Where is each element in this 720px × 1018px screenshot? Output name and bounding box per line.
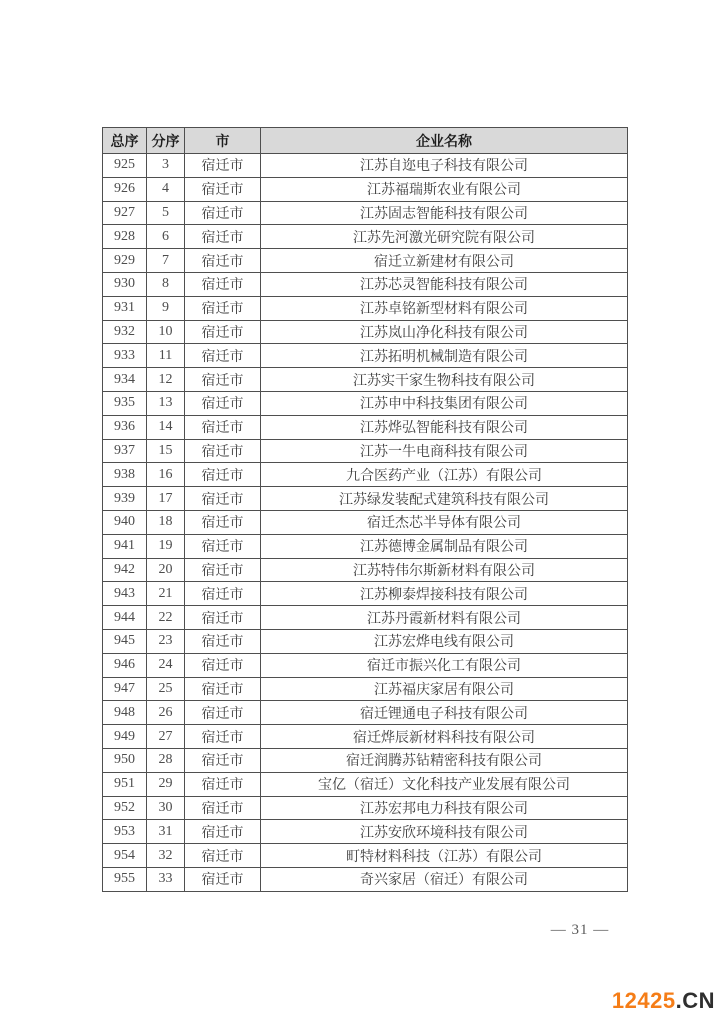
cell-sub-no: 16 [147,463,185,487]
table-row [103,772,628,796]
cell-city: 宿迁市 [185,344,261,368]
cell-city: 宿迁市 [185,867,261,891]
cell-company: 江苏丹霞新材料有限公司 [261,606,628,630]
table-row [103,867,628,891]
table-row [103,820,628,844]
cell-total-no: 939 [103,487,147,511]
cell-total-no: 945 [103,629,147,653]
cell-sub-no: 19 [147,534,185,558]
cell-company: 江苏岚山净化科技有限公司 [261,320,628,344]
cell-company: 江苏柳泰焊接科技有限公司 [261,582,628,606]
table-row [103,391,628,415]
table-row [103,629,628,653]
cell-city: 宿迁市 [185,677,261,701]
cell-company: 江苏福庆家居有限公司 [261,677,628,701]
cell-company: 江苏安欣环境科技有限公司 [261,820,628,844]
cell-company: 九合医药产业（江苏）有限公司 [261,463,628,487]
table-row [103,439,628,463]
table-row [103,201,628,225]
cell-total-no: 925 [103,154,147,178]
cell-company: 江苏烨弘智能科技有限公司 [261,415,628,439]
cell-total-no: 943 [103,582,147,606]
cell-total-no: 938 [103,463,147,487]
cell-total-no: 942 [103,558,147,582]
cell-sub-no: 4 [147,177,185,201]
cell-sub-no: 10 [147,320,185,344]
table-header-row [103,128,628,154]
cell-company: 宝亿（宿迁）文化科技产业发展有限公司 [261,772,628,796]
cell-city: 宿迁市 [185,154,261,178]
table-row [103,463,628,487]
cell-city: 宿迁市 [185,844,261,868]
table-body [103,154,628,892]
cell-sub-no: 12 [147,368,185,392]
cell-city: 宿迁市 [185,772,261,796]
cell-city: 宿迁市 [185,201,261,225]
cell-sub-no: 3 [147,154,185,178]
cell-company: 江苏特伟尔斯新材料有限公司 [261,558,628,582]
cell-total-no: 927 [103,201,147,225]
company-table-container [102,127,628,892]
header-total-no: 总序 [103,128,147,154]
table-row [103,558,628,582]
cell-city: 宿迁市 [185,320,261,344]
cell-city: 宿迁市 [185,629,261,653]
table-row [103,344,628,368]
cell-total-no: 929 [103,249,147,273]
table-row [103,154,628,178]
cell-sub-no: 20 [147,558,185,582]
cell-city: 宿迁市 [185,368,261,392]
cell-company: 江苏自迩电子科技有限公司 [261,154,628,178]
cell-total-no: 934 [103,368,147,392]
table-row [103,725,628,749]
cell-company: 宿迁烨辰新材料科技有限公司 [261,725,628,749]
cell-company: 江苏德博金属制品有限公司 [261,534,628,558]
cell-city: 宿迁市 [185,653,261,677]
cell-sub-no: 8 [147,272,185,296]
cell-sub-no: 11 [147,344,185,368]
cell-city: 宿迁市 [185,725,261,749]
cell-total-no: 941 [103,534,147,558]
cell-total-no: 931 [103,296,147,320]
cell-company: 江苏芯灵智能科技有限公司 [261,272,628,296]
cell-total-no: 951 [103,772,147,796]
cell-company: 宿迁杰芯半导体有限公司 [261,510,628,534]
table-row [103,796,628,820]
table-row [103,249,628,273]
cell-sub-no: 22 [147,606,185,630]
cell-total-no: 954 [103,844,147,868]
cell-sub-no: 31 [147,820,185,844]
cell-company: 江苏拓明机械制造有限公司 [261,344,628,368]
cell-company: 江苏福瑞斯农业有限公司 [261,177,628,201]
table-row [103,272,628,296]
cell-total-no: 946 [103,653,147,677]
cell-company: 江苏宏邦电力科技有限公司 [261,796,628,820]
cell-total-no: 953 [103,820,147,844]
table-row [103,415,628,439]
cell-total-no: 936 [103,415,147,439]
cell-sub-no: 29 [147,772,185,796]
cell-total-no: 937 [103,439,147,463]
cell-total-no: 933 [103,344,147,368]
table-row [103,534,628,558]
cell-city: 宿迁市 [185,558,261,582]
cell-sub-no: 13 [147,391,185,415]
cell-total-no: 944 [103,606,147,630]
header-sub-no: 分序 [147,128,185,154]
cell-total-no: 949 [103,725,147,749]
cell-sub-no: 30 [147,796,185,820]
cell-sub-no: 14 [147,415,185,439]
cell-sub-no: 28 [147,748,185,772]
cell-company: 宿迁润腾苏钻精密科技有限公司 [261,748,628,772]
cell-total-no: 948 [103,701,147,725]
cell-sub-no: 26 [147,701,185,725]
cell-total-no: 947 [103,677,147,701]
cell-company: 宿迁立新建材有限公司 [261,249,628,273]
cell-company: 奇兴家居（宿迁）有限公司 [261,867,628,891]
cell-total-no: 952 [103,796,147,820]
cell-city: 宿迁市 [185,225,261,249]
table-row [103,677,628,701]
cell-company: 宿迁锂通电子科技有限公司 [261,701,628,725]
cell-company: 町特材料科技（江苏）有限公司 [261,844,628,868]
page-number: — 31 — [550,922,610,938]
cell-total-no: 955 [103,867,147,891]
table-row [103,606,628,630]
cell-total-no: 932 [103,320,147,344]
cell-city: 宿迁市 [185,820,261,844]
cell-city: 宿迁市 [185,272,261,296]
cell-company: 宿迁市振兴化工有限公司 [261,653,628,677]
cell-city: 宿迁市 [185,582,261,606]
table-row [103,296,628,320]
cell-company: 江苏一牛电商科技有限公司 [261,439,628,463]
table-row [103,368,628,392]
cell-company: 江苏固志智能科技有限公司 [261,201,628,225]
table-row [103,177,628,201]
cell-sub-no: 15 [147,439,185,463]
cell-city: 宿迁市 [185,534,261,558]
header-company-name: 企业名称 [261,128,628,154]
cell-sub-no: 9 [147,296,185,320]
cell-city: 宿迁市 [185,510,261,534]
cell-sub-no: 23 [147,629,185,653]
cell-total-no: 926 [103,177,147,201]
cell-company: 江苏宏烨电线有限公司 [261,629,628,653]
cell-sub-no: 18 [147,510,185,534]
cell-sub-no: 17 [147,487,185,511]
watermark-prefix: 12425 [611,988,676,1013]
cell-sub-no: 21 [147,582,185,606]
cell-sub-no: 25 [147,677,185,701]
cell-company: 江苏卓铭新型材料有限公司 [261,296,628,320]
table-row [103,844,628,868]
cell-sub-no: 33 [147,867,185,891]
company-table [102,127,628,892]
cell-city: 宿迁市 [185,487,261,511]
table-row [103,320,628,344]
cell-sub-no: 24 [147,653,185,677]
cell-sub-no: 32 [147,844,185,868]
cell-city: 宿迁市 [185,701,261,725]
cell-sub-no: 5 [147,201,185,225]
table-row [103,748,628,772]
cell-company: 江苏申中科技集团有限公司 [261,391,628,415]
table-row [103,487,628,511]
cell-sub-no: 7 [147,249,185,273]
table-row [103,582,628,606]
cell-total-no: 950 [103,748,147,772]
cell-city: 宿迁市 [185,391,261,415]
cell-sub-no: 6 [147,225,185,249]
table-row [103,225,628,249]
table-row [103,653,628,677]
cell-city: 宿迁市 [185,463,261,487]
cell-total-no: 935 [103,391,147,415]
header-city: 市 [185,128,261,154]
cell-company: 江苏绿发装配式建筑科技有限公司 [261,487,628,511]
cell-city: 宿迁市 [185,249,261,273]
cell-city: 宿迁市 [185,796,261,820]
cell-total-no: 940 [103,510,147,534]
cell-city: 宿迁市 [185,177,261,201]
cell-city: 宿迁市 [185,606,261,630]
cell-city: 宿迁市 [185,296,261,320]
cell-company: 江苏实干家生物科技有限公司 [261,368,628,392]
cell-total-no: 930 [103,272,147,296]
table-header [103,128,628,154]
cell-sub-no: 27 [147,725,185,749]
site-watermark [612,988,715,1014]
table-row [103,701,628,725]
cell-company: 江苏先河激光研究院有限公司 [261,225,628,249]
watermark-suffix: .CN [675,988,715,1013]
table-row [103,510,628,534]
cell-total-no: 928 [103,225,147,249]
cell-city: 宿迁市 [185,439,261,463]
cell-city: 宿迁市 [185,748,261,772]
cell-city: 宿迁市 [185,415,261,439]
